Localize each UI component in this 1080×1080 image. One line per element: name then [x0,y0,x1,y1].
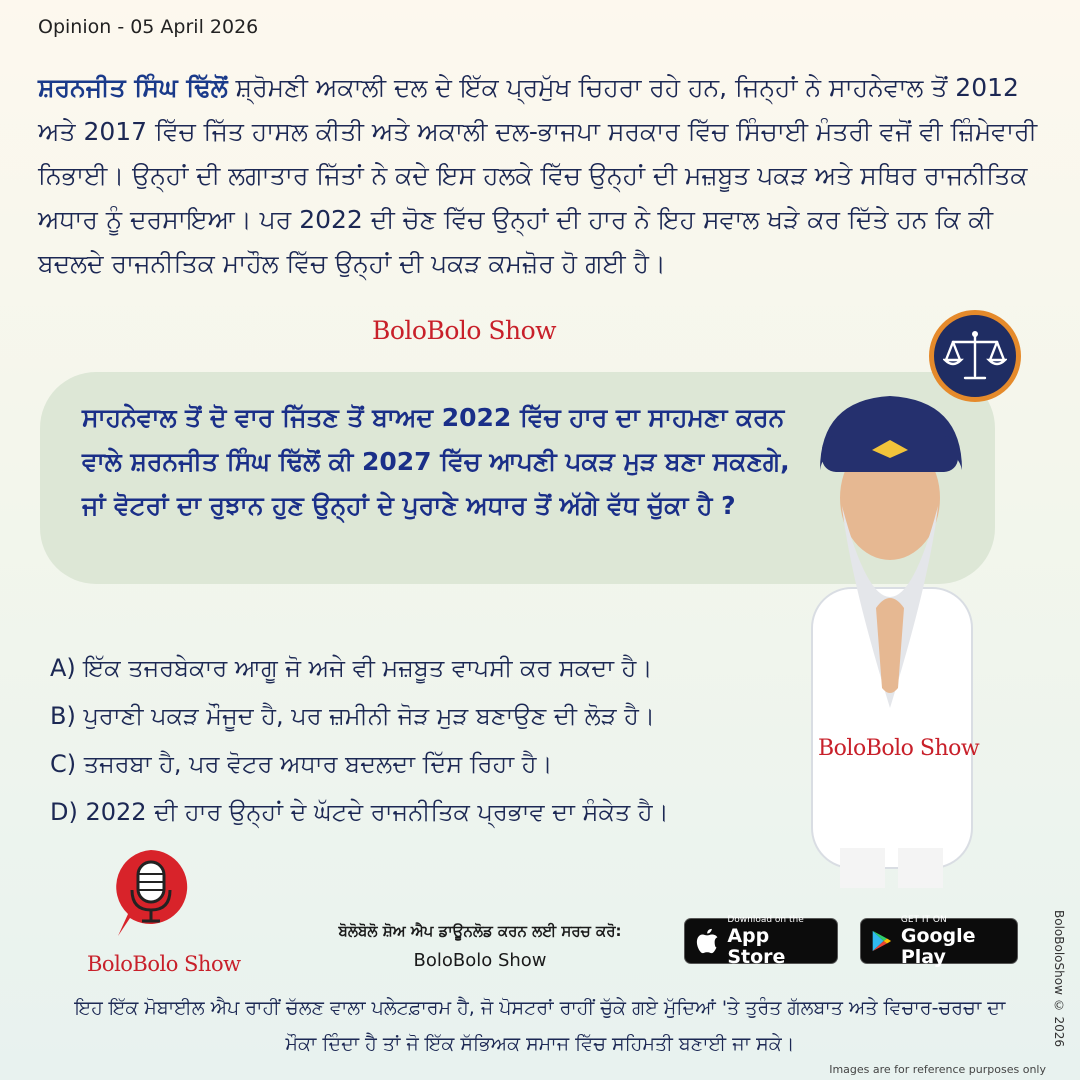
google-play-label: Google Play [900,924,976,968]
search-label: ਬੋਲੋਬੋਲੋ ਸ਼ੋਅ ਐਪ ਡਾਊਨਲੋਡ ਕਰਨ ਲਈ ਸਰਚ ਕਰੋ: [338,922,622,940]
copyright: BoloBoloShow © 2026 [1052,910,1066,1048]
app-store-label: App Store [727,924,786,968]
google-play-small-text: GET IT ON [900,914,947,925]
apple-icon [695,926,719,956]
app-store-button[interactable] [684,914,838,968]
intro-name: ਸ਼ਰਨਜੀਤ ਸਿੰਘ ਢਿੱਲੋਂ [38,73,228,102]
watermark-middle: BoloBolo Show [818,736,980,761]
question-text: ਸਾਹਨੇਵਾਲ ਤੋਂ ਦੋ ਵਾਰ ਜਿੱਤਣ ਤੋਂ ਬਾਅਦ 2022 ਵਿੱਚ ਹਾਰ ਦਾ ਸਾਹਮਣਾ ਕਰਨ ਵਾਲੇ ਸ਼ਰਨਜੀਤ ਸਿੰਘ ਢਿੱਲੋਂ ਕੀ 2027 ਵਿੱਚ ਆਪਣੀ ਪਕੜ ਮੁੜ ਬਣਾ ਸਕਣਗੇ, ਜਾਂ ਵੋਟਰਾਂ ਦਾ ਰੁਝਾਨ ਹੁਣ ਉਨ੍ਹਾਂ ਦੇ ਪੁਰਾਣੇ ਅਧਾਰ ਤੋਂ ਅੱਗੇ ਵੱਧ ਚੁੱਕਾ ਹੈ ? [82,403,790,520]
google-play-button[interactable] [860,914,1018,968]
header-date: Opinion - 05 April 2026 [38,16,259,38]
search-app-name: BoloBolo Show [413,950,547,971]
option-b[interactable]: B) ਪੁਰਾਣੀ ਪਕੜ ਮੌਜੂਦ ਹੈ, ਪਰ ਜ਼ਮੀਨੀ ਜੋੜ ਮੁੜ ਬਣਾਉਣ ਦੀ ਲੋੜ ਹੈ। [50,702,656,730]
options-list [50,644,810,836]
google-play-icon [871,927,893,955]
option-c[interactable]: C) ਤਜਰਬਾ ਹੈ, ਪਰ ਵੋਟਰ ਅਧਾਰ ਬਦਲਦਾ ਦਿੱਸ ਰਿਹਾ ਹੈ। [50,750,553,778]
scale-of-justice-icon [943,328,1007,384]
app-store-small-text: Download on the [727,914,804,925]
option-d[interactable]: D) 2022 ਦੀ ਹਾਰ ਉਨ੍ਹਾਂ ਦੇ ਘੱਟਦੇ ਰਾਜਨੀਤਿਕ ਪ੍ਰਭਾਵ ਦਾ ਸੰਕੇਤ ਹੈ। [50,798,669,826]
disclaimer: Images are for reference purposes only [829,1063,1046,1076]
footer-text: ਇਹ ਇੱਕ ਮੋਬਾਈਲ ਐਪ ਰਾਹੀਂ ਚੱਲਣ ਵਾਲਾ ਪਲੇਟਫ਼ਾਰਮ ਹੈ, ਜੋ ਪੋਸਟਰਾਂ ਰਾਹੀਂ ਚੁੱਕੇ ਗਏ ਮੁੱਦਿਆਂ 'ਤੇ ਤੁਰੰਤ ਗੱਲਬਾਤ ਅਤੇ ਵਿਚਾਰ-ਚਰਚਾ ਦਾ ਮੌਕਾ ਦਿੰਦਾ ਹੈ ਤਾਂ ਜੋ ਇੱਕ ਸੱਭਿਅਕ ਸਮਾਜ ਵਿੱਚ ਸਹਿਮਤੀ ਬਣਾਈ ਜਾ ਸਕੇ। [74,997,1006,1055]
intro-text: ਸ਼੍ਰੋਮਣੀ ਅਕਾਲੀ ਦਲ ਦੇ ਇੱਕ ਪ੍ਰਮੁੱਖ ਚਿਹਰਾ ਰਹੇ ਹਨ, ਜਿਨ੍ਹਾਂ ਨੇ ਸਾਹਨੇਵਾਲ ਤੋਂ 2012 ਅਤੇ 2017 ਵਿੱਚ ਜਿੱਤ ਹਾਸਲ ਕੀਤੀ ਅਤੇ ਅਕਾਲੀ ਦਲ-ਭਾਜਪਾ ਸਰਕਾਰ ਵਿੱਚ ਸਿੰਚਾਈ ਮੰਤਰੀ ਵਜੋਂ ਵੀ ਜ਼ਿੰਮੇਵਾਰੀ ਨਿਭਾਈ। ਉਨ੍ਹਾਂ ਦੀ ਲਗਾਤਾਰ ਜਿੱਤਾਂ ਨੇ ਕਦੇ ਇਸ ਹਲਕੇ ਵਿੱਚ ਉਨ੍ਹਾਂ ਦੀ ਮਜ਼ਬੂਤ ਪਕੜ ਅਤੇ ਸਥਿਰ ਰਾਜਨੀਤਿਕ ਅਧਾਰ ਨੂੰ ਦਰਸਾਇਆ। ਪਰ 2022 ਦੀ ਚੋਣ ਵਿੱਚ ਉਨ੍ਹਾਂ ਦੀ ਹਾਰ ਨੇ ਇਹ ਸਵਾਲ ਖੜੇ ਕਰ ਦਿੱਤੇ ਹਨ ਕਿ ਕੀ ਬਦਲਦੇ ਰਾਜਨੀਤਿਕ ਮਾਹੌਲ ਵਿੱਚ ਉਨ੍ਹਾਂ ਦੀ ਪਕੜ ਕਮਜ਼ੋਰ ਹੋ ਗਈ ਹੈ। [38,73,1038,278]
logo-text: BoloBolo Show [87,952,241,976]
intro-paragraph [38,66,1038,286]
option-a[interactable]: A) ਇੱਕ ਤਜਰਬੇਕਾਰ ਆਗੂ ਜੋ ਅਜੇ ਵੀ ਮਜ਼ਬੂਤ ਵਾਪਸੀ ਕਰ ਸਕਦਾ ਹੈ। [50,654,653,682]
microphone-icon [110,848,192,942]
watermark-top: BoloBolo Show [372,316,557,345]
portrait-illustration [780,388,1000,888]
